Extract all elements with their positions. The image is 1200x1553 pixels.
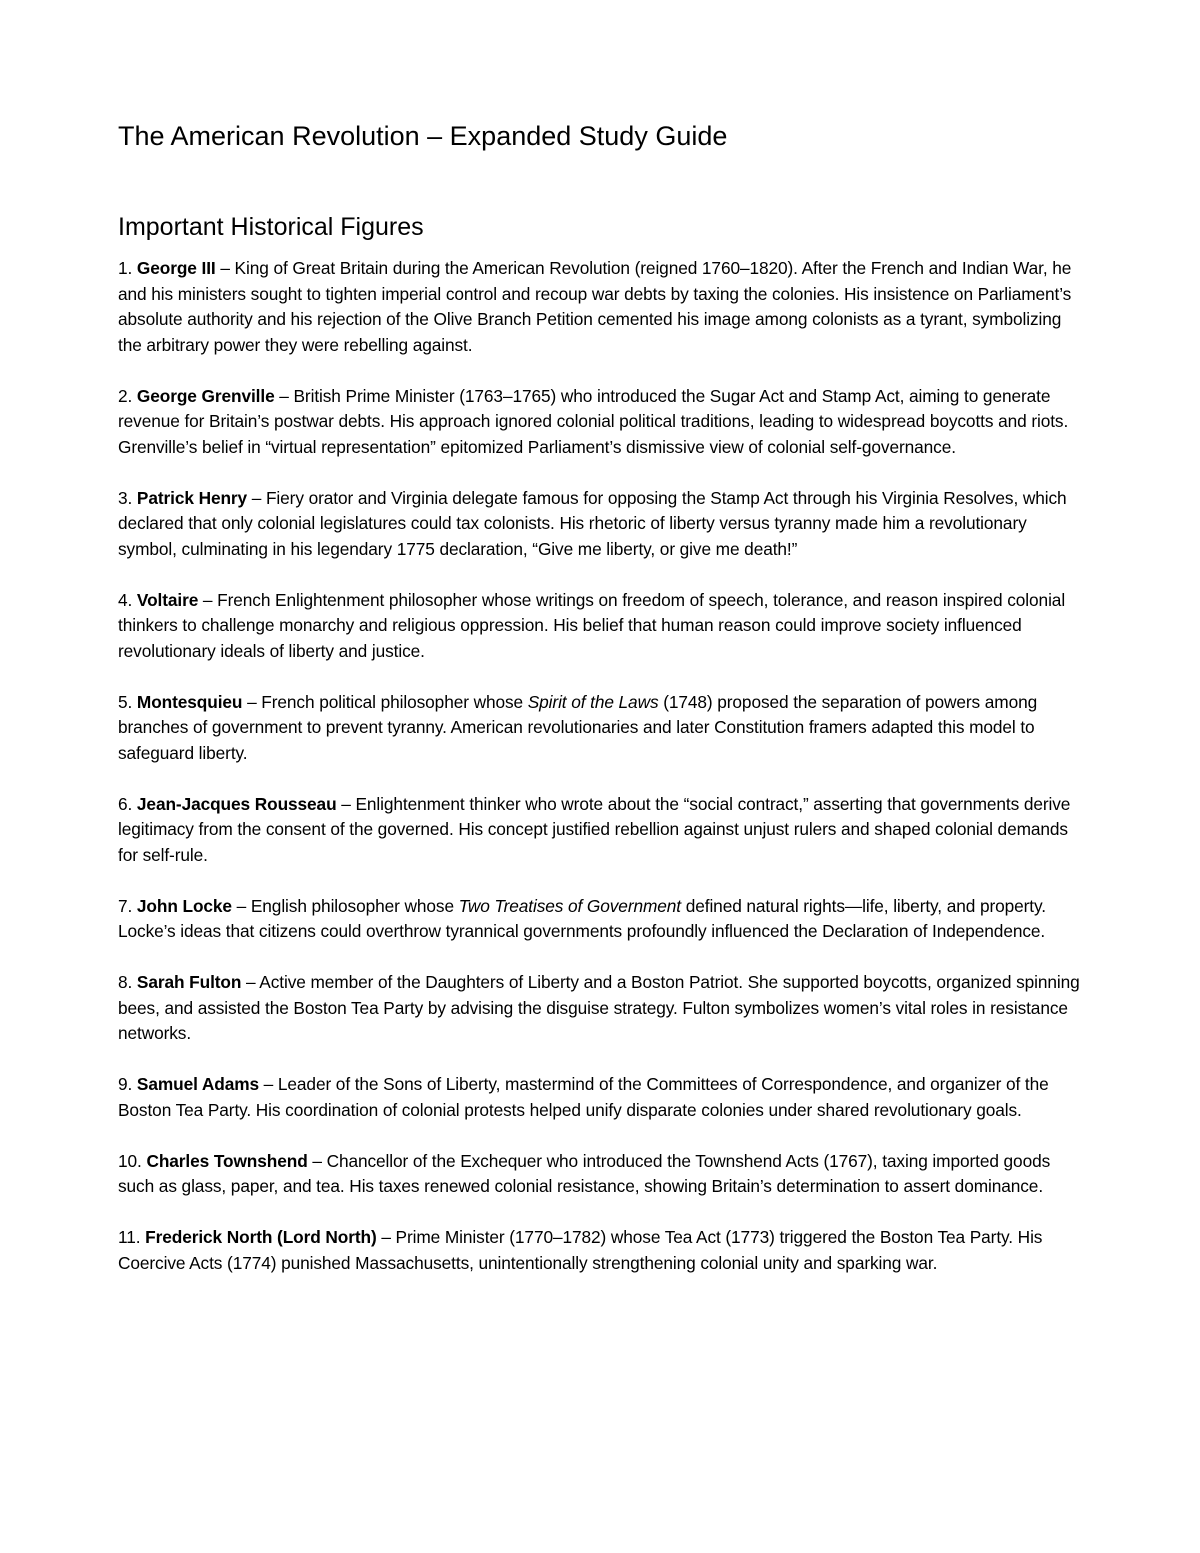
figure-description: – King of Great Britain during the American Revolution (reigned 1760–1820). After the French and Indian War, he and his ministers sought to tighten imperial control and recoup war debts by taxing the colonies. His insistence on Parliament’s absolute authority and his rejection of the Olive Branch Petition cemented his image among colonists as a tyrant, symbolizing the arbitrary power they were rebelling against.: [118, 258, 1072, 355]
figure-entry: [118, 792, 1086, 869]
figure-entry: [118, 1072, 1086, 1123]
figure-name: Patrick Henry: [136, 487, 248, 508]
figure-description: – British Prime Minister (1763–1765) who introduced the Sugar Act and Stamp Act, aiming to generate revenue for Britain’s postwar debts. His approach ignored colonial political traditions, leading to widespread boycotts and riots. Grenville’s belief in “virtual representation” epitomized Parliament’s dismissive view of colonial self-governance.: [118, 385, 1069, 457]
figure-number: 2.: [118, 385, 133, 406]
figure-entry: [118, 384, 1086, 461]
figure-description: – French Enlightenment philosopher whose writings on freedom of speech, tolerance, and reason inspired colonial thinkers to challenge monarchy and religious oppression. His belief that human reason could improve society influenced revolutionary ideals of liberty and justice.: [118, 589, 1066, 661]
figure-entry: [118, 894, 1086, 945]
figure-entry: [118, 690, 1086, 767]
figure-entry: [118, 588, 1086, 665]
figure-name: Frederick North (Lord North): [145, 1227, 377, 1247]
figure-number: 1.: [118, 258, 133, 278]
figure-name: Samuel Adams: [136, 1074, 259, 1094]
figure-name: George Grenville: [136, 385, 275, 406]
figure-description: – French political philosopher whose: [242, 691, 528, 712]
figures-list: [118, 256, 1086, 1276]
figure-number: 9.: [118, 1074, 133, 1094]
figure-number: 10.: [118, 1150, 142, 1171]
figure-number: 8.: [118, 972, 133, 992]
figure-name: Voltaire: [136, 589, 199, 610]
figure-number: 5.: [118, 691, 133, 712]
figure-name: George III: [136, 258, 216, 278]
figure-entry: [118, 970, 1086, 1047]
figure-description: – Active member of the Daughters of Liberty and a Boston Patriot. She supported boycotts, organized spinning bees, and assisted the Boston Tea Party by advising the disguise strategy. Fulton symbolizes women’s vital roles in resistance networks.: [118, 972, 1080, 1043]
figure-number: 4.: [118, 589, 133, 610]
figure-description: – Chancellor of the Exchequer who introduced the Townshend Acts (1767), taxing imported goods such as glass, paper, and tea. His taxes renewed colonial resistance, showing Britain’s determination to assert dominance.: [118, 1150, 1051, 1196]
figure-number: 11.: [118, 1227, 141, 1247]
figure-description: – Enlightenment thinker who wrote about the “social contract,” asserting that governments derive legitimacy from the consent of the governed. His concept justified rebellion against unjust rulers and shaped colonial demands for self-rule.: [118, 793, 1071, 865]
work-title: Two Treatises of Government: [458, 895, 682, 916]
figure-description: – English philosopher whose: [231, 895, 459, 916]
figure-number: 3.: [118, 487, 133, 508]
work-title: Spirit of the Laws: [527, 691, 659, 712]
figure-description: – Fiery orator and Virginia delegate famous for opposing the Stamp Act through his Virginia Resolves, which declared that only colonial legislatures could tax colonists. His rhetoric of liberty versus tyranny made him a revolutionary symbol, culminating in his legendary 1775 declaration, “Give me liberty, or give me death!”: [118, 487, 1067, 559]
figure-name: Sarah Fulton: [136, 972, 242, 992]
figure-name: Charles Townshend: [146, 1150, 308, 1171]
figure-entry: [118, 486, 1086, 563]
figure-entry: [118, 1149, 1086, 1200]
figure-description: – Leader of the Sons of Liberty, mastermind of the Committees of Correspondence, and organizer of the Boston Tea Party. His coordination of colonial protests helped unify disparate colonies under shared revolutionary goals.: [118, 1074, 1049, 1120]
figure-number: 7.: [118, 895, 133, 916]
figure-description: (1748) proposed the separation of powers among branches of government to prevent tyranny. American revolutionaries and later Constitution framers adapted this model to safeguard liberty.: [118, 691, 1038, 763]
figure-description: defined natural rights—life, liberty, and property. Locke’s ideas that citizens could overthrow tyrannical governments profoundly influenced the Declaration of Independence.: [118, 895, 1046, 941]
figure-entry: [118, 256, 1086, 358]
figure-entry: [118, 1225, 1086, 1276]
figure-name: Montesquieu: [136, 691, 243, 712]
figure-number: 6.: [118, 793, 133, 814]
figure-name: Jean-Jacques Rousseau: [136, 793, 337, 814]
section-heading: Important Historical Figures: [118, 213, 424, 241]
document-page: [118, 118, 1086, 1302]
document-title: The American Revolution – Expanded Study Guide: [118, 121, 728, 151]
figure-name: John Locke: [136, 895, 232, 916]
figure-description: – Prime Minister (1770–1782) whose Tea Act (1773) triggered the Boston Tea Party. His Coercive Acts (1774) punished Massachusetts, unintentionally strengthening colonial unity and sparking war.: [118, 1227, 1043, 1273]
